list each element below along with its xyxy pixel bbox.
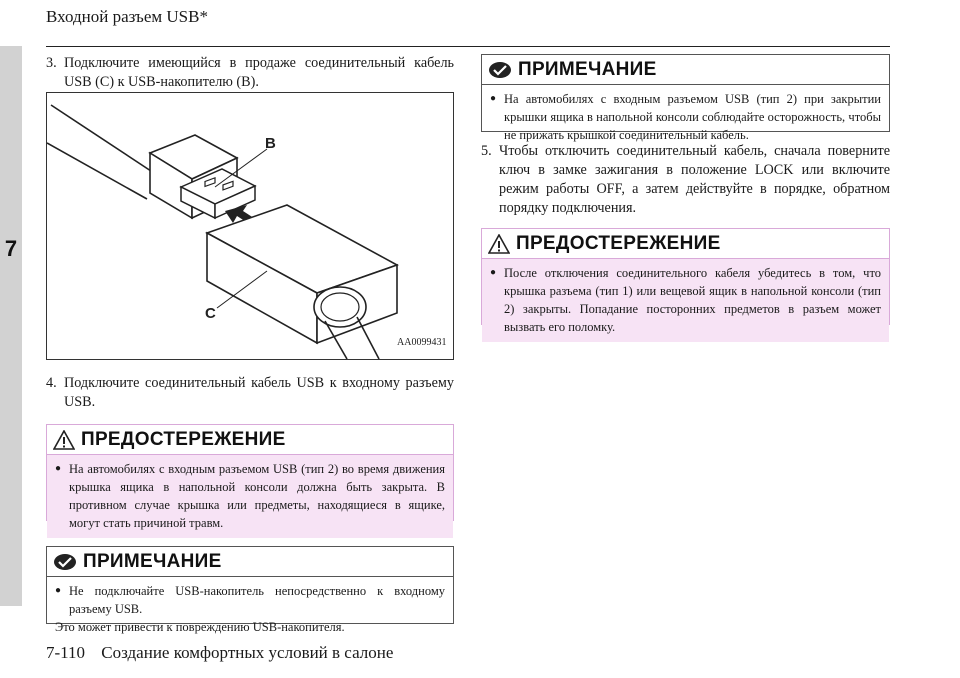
note-text: На автомобилях с входным разъемом USB (тип 2) при закрытии крышки ящика в напольной консоли соблюдайте осторожность, чтобы не прижать крышкой соединительный кабель. (504, 92, 881, 142)
caution-box-left (46, 424, 454, 530)
caution-box-right (481, 228, 890, 334)
note-body (482, 85, 889, 150)
bullet-icon: ● (55, 463, 62, 474)
chapter-number: 7 (4, 236, 18, 261)
note-box-left (46, 546, 454, 634)
caution-text: На автомобилях с входным разъемом USB (тип 2) во время движения крышка ящика в напольной консоли должна быть закрыта. В противном случае крышка или предметы, находящиеся в ящике, могут стать причиной травм. (69, 462, 445, 530)
caution-body (47, 455, 453, 538)
note-text-1: Не подключайте USB-накопитель непосредственно к входному разъему USB. (69, 584, 445, 616)
step-4-number: 4. (46, 375, 57, 391)
note-check-icon (53, 553, 77, 571)
note-title: ПРИМЕЧАНИЕ (83, 550, 222, 572)
step-4 (46, 374, 454, 412)
bullet-icon: ● (55, 585, 62, 596)
page-header-title: Входной разъем USB* (46, 7, 208, 26)
note-text-2: Это может привести к повреждению USB-накопителя. (55, 620, 345, 634)
note-body (47, 577, 453, 642)
step-3-text: Подключите имеющийся в продаже соединительный кабель USB (C) к USB-накопителю (B). (64, 55, 454, 90)
note-box-right (481, 54, 890, 142)
label-c: C (205, 305, 216, 322)
note-header (47, 547, 453, 577)
caution-text: После отключения соединительного кабеля убедитесь в том, что крышка разъема (тип 1) или вещевой ящик в напольной консоли (тип 2) закрыты. Попадание посторонних предметов в разъем может вызвать его поломку. (504, 266, 881, 334)
usb-connection-figure (46, 92, 454, 360)
caution-title: ПРЕДОСТЕРЕЖЕНИЕ (81, 428, 286, 450)
note-title: ПРИМЕЧАНИЕ (518, 58, 657, 80)
label-b: B (265, 135, 276, 152)
step-5-number: 5. (481, 143, 492, 159)
header-divider (46, 46, 890, 47)
step-5 (481, 142, 890, 218)
caution-header (482, 229, 889, 259)
warning-triangle-icon (53, 430, 75, 450)
step-3-number: 3. (46, 55, 57, 71)
caution-header (47, 425, 453, 455)
chapter-side-strip (0, 46, 22, 606)
page-footer (46, 643, 393, 663)
step-5-text: Чтобы отключить соединительный кабель, сначала поверните ключ в замке зажигания в положение LOCK или включите режим работы OFF, а затем действуйте в порядке, обратном порядку подключения. (499, 143, 890, 216)
footer-section-title: Создание комфортных условий в салоне (101, 643, 394, 662)
warning-triangle-icon (488, 234, 510, 254)
bullet-icon: ● (490, 267, 497, 278)
caution-body (482, 259, 889, 342)
page-number: 7-110 (46, 643, 86, 662)
note-header (482, 55, 889, 85)
note-check-icon (488, 61, 512, 79)
caution-title: ПРЕДОСТЕРЕЖЕНИЕ (516, 232, 721, 254)
step-3 (46, 54, 454, 92)
figure-code: AA0099431 (397, 337, 447, 348)
usb-plug-illustration (47, 93, 453, 359)
bullet-icon: ● (490, 93, 497, 104)
step-4-text: Подключите соединительный кабель USB к входному разъему USB. (64, 375, 454, 410)
